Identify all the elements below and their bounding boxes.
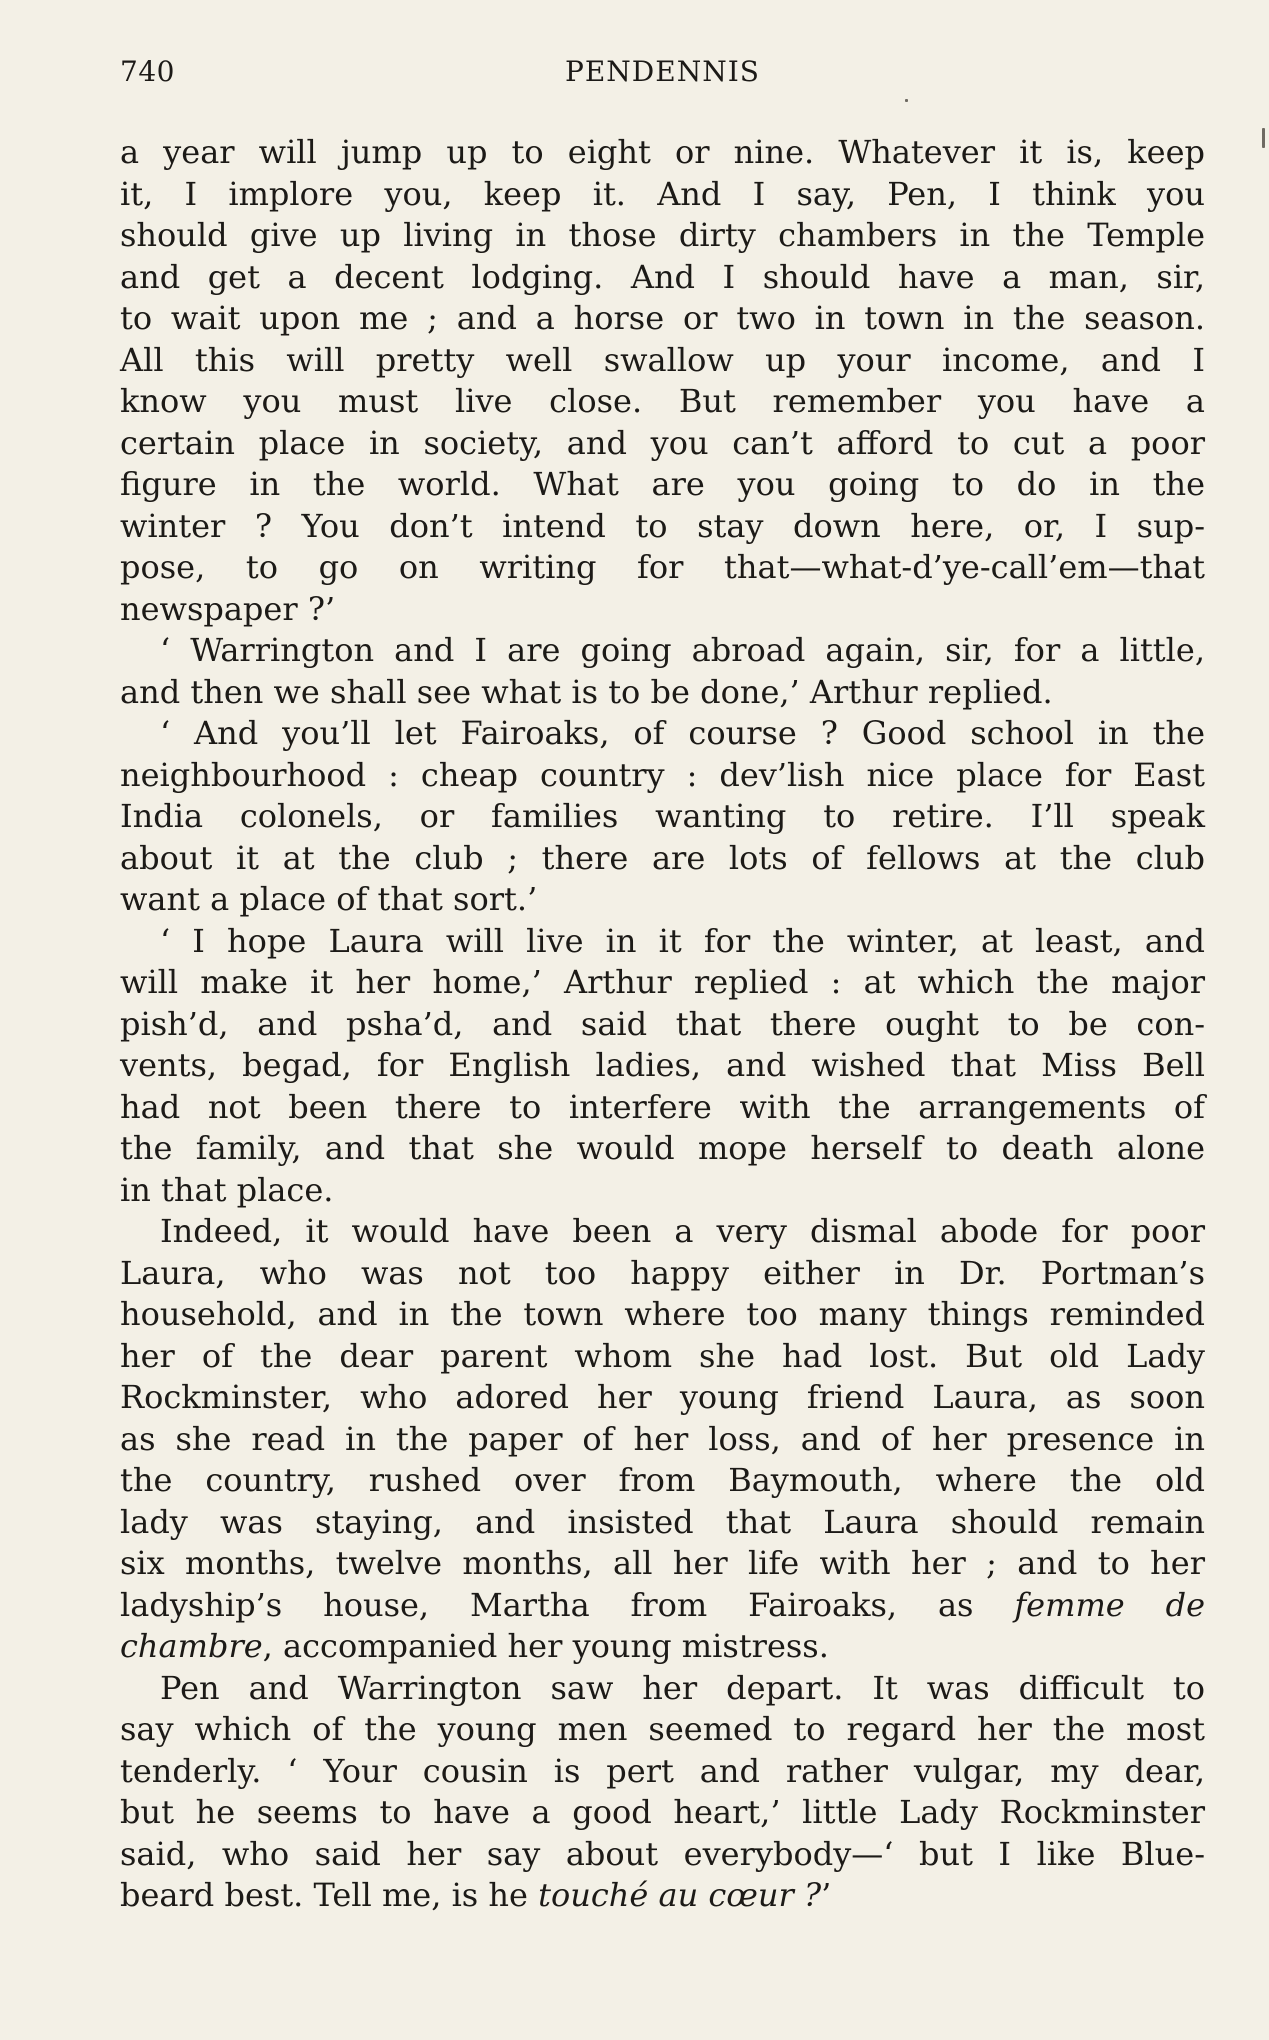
text-line: in that place. <box>120 1170 334 1209</box>
italic-phrase: chambre <box>120 1627 263 1665</box>
text-segment: beard best. Tell me, is he <box>120 1876 539 1914</box>
text-line <box>120 1875 1205 1917</box>
body-text <box>120 132 1205 1917</box>
italic-phrase: touché au cœur ? <box>538 1876 822 1914</box>
text-line <box>120 1626 1205 1668</box>
text-segment: , accompanied her young mistress. <box>262 1627 829 1665</box>
text-line: a year will jump up to eight or nine. Whatever it is, keep <box>120 133 1205 171</box>
text-line: about it at the club ; there are lots of fellows at the club <box>120 838 1205 877</box>
text-line: the family, and that she would mope herself to death alone <box>120 1129 1205 1167</box>
text-line: All this will pretty well swallow up your income, and I <box>120 340 1205 379</box>
page-number: 740 <box>120 55 175 88</box>
text-line: ‘ And you’ll let Fairoaks, of course ? Good school in the <box>160 714 1205 752</box>
text-line: certain place in society, and you can’t afford to cut a poor <box>120 423 1205 462</box>
text-line: the country, rushed over from Baymouth, where the old <box>120 1461 1205 1499</box>
text-line: will make it her home,’ Arthur replied : at which the major <box>120 963 1205 1001</box>
text-line: Rockminster, who adored her young friend Laura, as soon <box>120 1378 1205 1416</box>
text-line: household, and in the town where too many things reminded <box>120 1295 1205 1333</box>
text-line: said, who said her say about everybody—‘ but I like Blue- <box>120 1834 1205 1873</box>
text-line: winter ? You don’t intend to stay down here, or, I sup- <box>120 506 1205 545</box>
book-title: PENDENNIS <box>565 55 760 88</box>
text-line <box>120 1585 1205 1627</box>
print-speck <box>905 99 908 102</box>
text-line: as she read in the paper of her loss, and of her presence in <box>120 1419 1205 1458</box>
text-line: pish’d, and psha’d, and said that there ought to be con- <box>120 1004 1205 1043</box>
text-segment: ’ <box>821 1876 832 1914</box>
text-line: had not been there to interfere with the arrangements of <box>120 1087 1205 1126</box>
text-line: to wait upon me ; and a horse or two in town in the season. <box>120 299 1205 337</box>
text-line: Laura, who was not too happy either in Dr. Portman’s <box>120 1253 1205 1292</box>
text-line: India colonels, or families wanting to retire. I’ll speak <box>120 797 1205 835</box>
text-line: pose, to go on writing for that—what-d’ye-call’em—that <box>120 548 1205 586</box>
text-line: it, I implore you, keep it. And I say, Pen, I think you <box>120 174 1205 213</box>
text-line: should give up living in those dirty chambers in the Temple <box>120 216 1205 254</box>
text-line: want a place of that sort.’ <box>120 880 538 918</box>
text-line: neighbourhood : cheap country : dev’lish nice place for East <box>120 755 1205 794</box>
text-line: six months, twelve months, all her life with her ; and to her <box>120 1544 1205 1582</box>
text-line: Indeed, it would have been a very dismal abode for poor <box>160 1212 1205 1250</box>
text-line: figure in the world. What are you going to do in the <box>120 465 1205 503</box>
print-speck <box>1262 128 1265 148</box>
running-head <box>120 55 1205 95</box>
text-line: but he seems to have a good heart,’ little Lady Rockminster <box>120 1793 1205 1831</box>
text-line: vents, begad, for English ladies, and wished that Miss Bell <box>120 1046 1205 1084</box>
text-line: and then we shall see what is to be done,’ Arthur replied. <box>120 672 1053 711</box>
text-segment: ladyship’s house, Martha from Fairoaks, as <box>120 1585 1015 1624</box>
text-line: lady was staying, and insisted that Laura should remain <box>120 1502 1205 1541</box>
text-line: tenderly. ‘ Your cousin is pert and rather vulgar, my dear, <box>120 1751 1205 1790</box>
text-line: ‘ Warrington and I are going abroad again, sir, for a little, <box>160 631 1205 669</box>
text-line: newspaper ?’ <box>120 589 336 628</box>
text-line: and get a decent lodging. And I should have a man, sir, <box>120 257 1205 296</box>
text-line: her of the dear parent whom she had lost. But old Lady <box>120 1336 1205 1375</box>
text-line: know you must live close. But remember you have a <box>120 382 1205 420</box>
text-line: say which of the young men seemed to regard her the most <box>120 1710 1205 1748</box>
italic-phrase: femme de <box>1014 1585 1206 1624</box>
text-line: Pen and Warrington saw her depart. It was difficult to <box>160 1668 1205 1707</box>
text-line: ‘ I hope Laura will live in it for the winter, at least, and <box>160 921 1205 960</box>
